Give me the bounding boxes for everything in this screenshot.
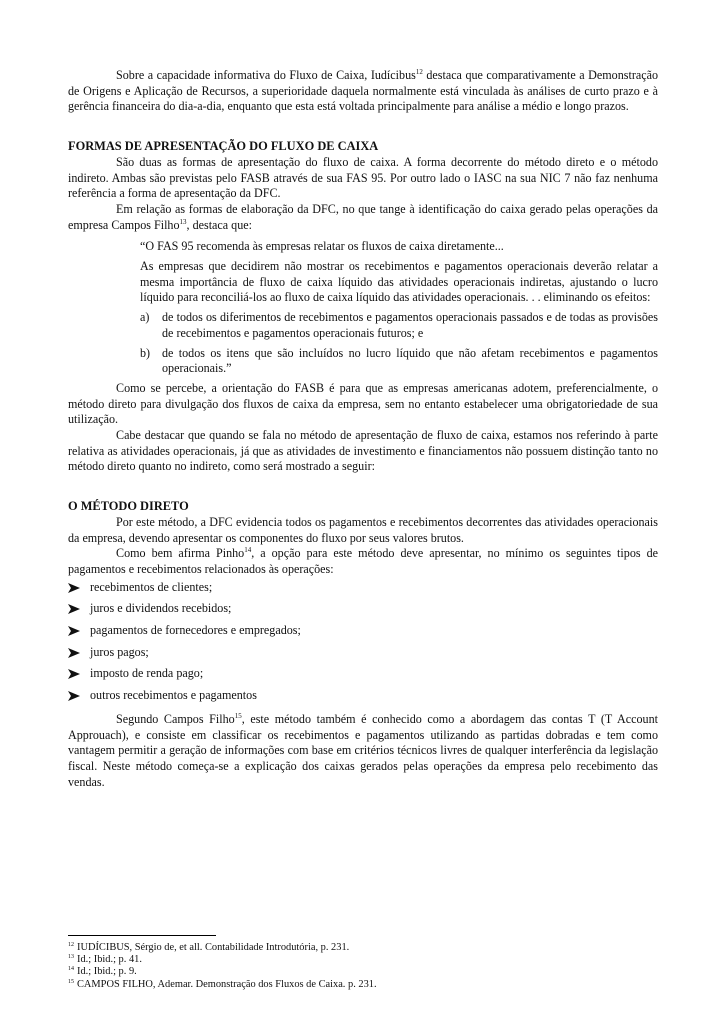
quote-list-item: a) de todos os diferimentos de recebimentos e pagamentos operacionais passados e de todas as provisões de recebimentos e pagamentos operacionais futuros; e <box>140 310 658 340</box>
block-quote <box>140 239 658 377</box>
document-body <box>68 68 658 790</box>
footnotes <box>68 935 658 991</box>
footnote-12: $^{12}$ IUDÍCIBUS, Sérgio de, et all. Contabilidade Introdutória, p. 231. <box>68 942 350 953</box>
arrow-bullet-icon <box>68 691 80 701</box>
quote-paragraph: As empresas que decidirem não mostrar os recebimentos e pagamentos operacionais deverão relatar a mesma importância de fluxo de caixa líquido das atividades operacionais indiretas, ajustando o lucro líquido para reconciliá-los ao fluxo de caixa líquido das atividades operacionais. . . eliminando os efeitos: <box>140 259 658 305</box>
list-item: outros recebimentos e pagamentos <box>68 688 658 710</box>
footnote-15: $^{15}$ CAMPOS FILHO, Ademar. Demonstração dos Fluxos de Caixa. p. 231. <box>68 978 377 990</box>
bullet-list <box>68 580 658 710</box>
paragraph: Como se percebe, a orientação do FASB é para que as empresas americanas adotem, preferencialmente, o método direto para divulgação dos fluxos de caixa da empresa, sem no entanto estabelecer uma obrigatoriedade de sua utilização. <box>68 380 658 427</box>
footnote-ref-13[interactable]: 13 <box>179 217 187 226</box>
list-item: juros pagos; <box>68 645 658 667</box>
footnote-divider <box>68 935 216 936</box>
intro-paragraph: Sobre a capacidade informativa do Fluxo de Caixa, Iudícibus$^{12}$ destaca que comparativamente a Demonstração de Origens e Aplicação de Recursos, a superioridade daquela normalmente está vinculada às análises de curto prazo e à gerência financeira do dia-a-dia, enquanto que esta está voltada principalmente para análise a médio e longo prazos. <box>68 68 658 114</box>
footnote-ref-14[interactable]: 14 <box>244 546 252 555</box>
arrow-bullet-icon <box>68 626 80 636</box>
footnote-ref-12[interactable]: 12 <box>415 68 423 76</box>
list-item: imposto de renda pago; <box>68 666 658 688</box>
arrow-bullet-icon <box>68 583 80 593</box>
paragraph: São duas as formas de apresentação do fluxo de caixa. A forma decorrente do método direto e o método indireto. Ambas são previstas pelo FASB através de sua FAS 95. Por outro lado o IASC na sua NIC 7 não faz nenhuma referência a forma de apresentação da DFC. <box>68 154 658 201</box>
section-heading-formas: FORMAS DE APRESENTAÇÃO DO FLUXO DE CAIXA <box>68 139 379 154</box>
quote-list-item: b) de todos os itens que são incluídos no lucro líquido que não afetam recebimentos e pagamentos operacionais.” <box>140 345 658 376</box>
footnote-14: $^{14}$ Id.; Ibid.; p. 9. <box>68 966 137 978</box>
arrow-bullet-icon <box>68 648 80 658</box>
arrow-bullet-icon <box>68 669 80 679</box>
paragraph: Em relação as formas de elaboração da DFC, no que tange à identificação do caixa gerado pelas operações da empresa Campos Filho$^{13}$, destaca que: <box>68 201 658 232</box>
paragraph: Cabe destacar que quando se fala no método de apresentação de fluxo de caixa, estamos nos referindo à parte relativa as atividades operacionais, já que as atividades de investimento e financiamentos não possuem distinção tanto no método direto quanto no indireto, como será mostrado a seguir: <box>68 428 658 474</box>
quote-line: “O FAS 95 recomenda às empresas relatar os fluxos de caixa diretamente... <box>140 239 504 254</box>
paragraph: Por este método, a DFC evidencia todos os pagamentos e recebimentos decorrentes das atividades operacionais da empresa, devendo apresentar os componentes do fluxo por seus valores brutos. <box>68 514 658 545</box>
list-item: recebimentos de clientes; <box>68 580 658 602</box>
list-item: pagamentos de fornecedores e empregados; <box>68 623 658 645</box>
arrow-bullet-icon <box>68 604 80 614</box>
list-item: juros e dividendos recebidos; <box>68 601 658 623</box>
quote-list <box>140 310 658 377</box>
paragraph: Como bem afirma Pinho$^{14}$, a opção para este método deve apresentar, no mínimo os seguintes tipos de pagamentos e recebimentos relacionados às operações: <box>68 546 658 576</box>
footnote-ref-15[interactable]: 15 <box>234 711 242 720</box>
footnote-13: $^{13}$ Id.; Ibid.; p. 41. <box>68 954 142 966</box>
section-heading-metodo-direto: O MÉTODO DIRETO <box>68 499 189 514</box>
paragraph: Segundo Campos Filho$^{15}$, este método também é conhecido como a abordagem das contas T (T Account Approuach), e consiste em classificar os recebimentos e pagamentos utilizando as partidas dobradas e tem como vantagem permitir a geração de informações com base em critérios técnicos livres de qualquer interferência da legislação fiscal. Neste método começa-se a explicação dos caixas gerados pelas operações da empresa pelo recebimento das vendas. <box>68 711 658 789</box>
